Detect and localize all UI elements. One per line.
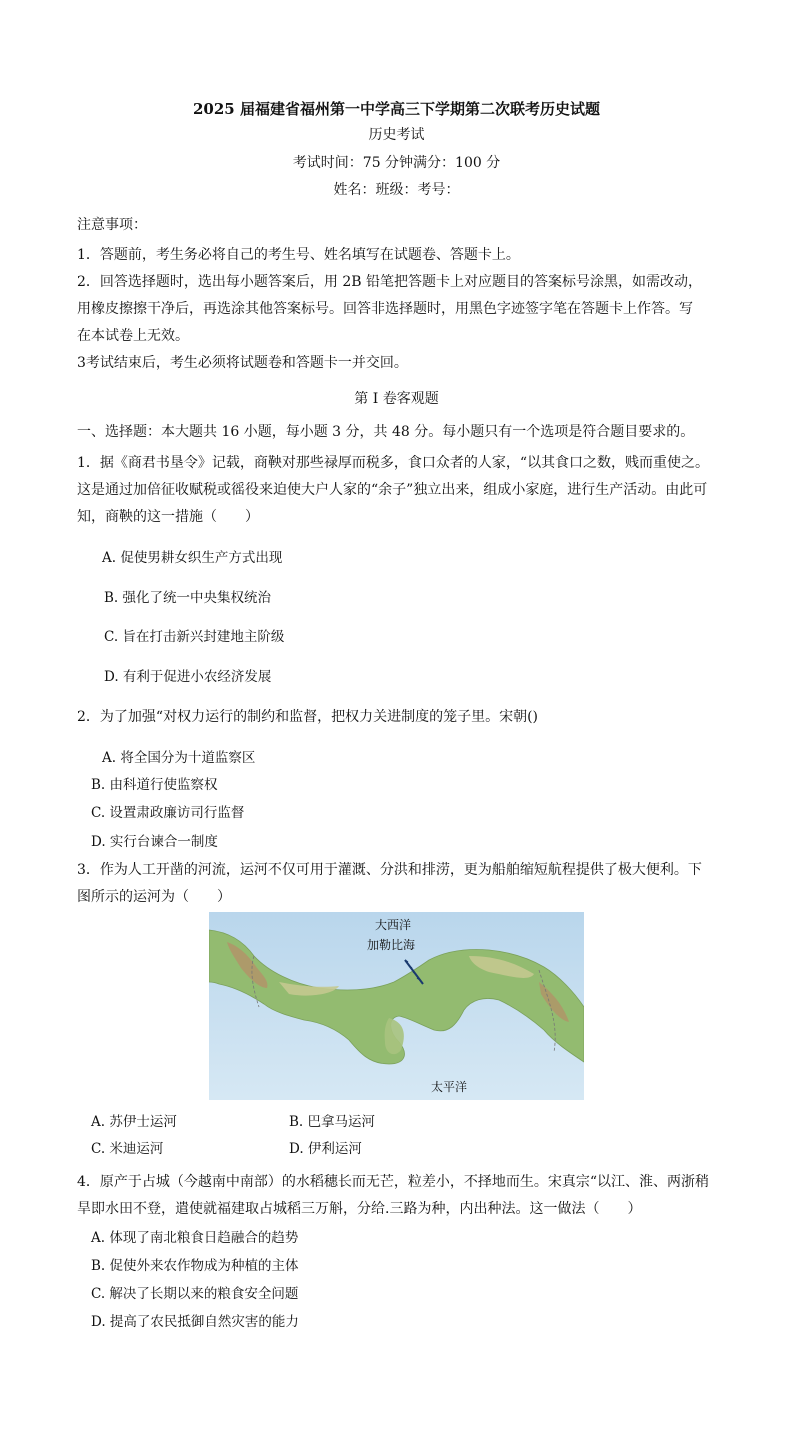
note-line: 在本试卷上无效。 — [77, 328, 189, 344]
question-3-line: 3．作为人工开凿的河流，运河不仅可用于灌溉、分洪和排涝，更为船舶缩短航程提供了极大便利。下 — [77, 862, 702, 878]
notes-heading: 注意事项： — [77, 217, 147, 233]
map-label-pacific: 太平洋 — [431, 1080, 468, 1094]
exam-title: 2025 届福建省福州第一中学高三下学期第二次联考历史试题 — [193, 100, 600, 118]
question-1-option-d[interactable]: D. 有利于促进小农经济发展 — [104, 669, 272, 685]
exam-time-info: 考试时间：75 分钟满分：100 分 — [292, 155, 501, 171]
question-2-line: 2．为了加强“对权力运行的制约和监督，把权力关进制度的笼子里。宋朝() — [77, 709, 538, 725]
section-title: 第 I 卷客观题 — [354, 391, 439, 407]
question-4-option-b[interactable]: B. 促使外来农作物成为种植的主体 — [91, 1258, 299, 1274]
question-1-line: 这是通过加倍征收赋税或徭役来迫使大户人家的“余子”独立出来，组成小家庭，进行生产活动。由此可 — [77, 482, 708, 498]
question-4-line: 4．原产于占城（今越南中南部）的水稻穗长而无芒，粒差小，不择地而生。宋真宗“以江、淮、两浙稍 — [77, 1174, 710, 1190]
question-3-line: 图所示的运河为（ ） — [77, 889, 231, 905]
question-1-option-c[interactable]: C. 旨在打击新兴封建地主阶级 — [104, 629, 285, 645]
question-2-option-b[interactable]: B. 由科道行使监察权 — [91, 777, 218, 793]
question-2-option-c[interactable]: C. 设置肃政廉访司行监督 — [91, 805, 245, 821]
note-line: 用橡皮擦擦干净后，再选涂其他答案标号。回答非选择题时，用黑色字迹签字笔在答题卡上作答。写 — [77, 301, 693, 317]
question-4-line: 旱即水田不登，遣使就福建取占城稻三万斛，分给.三路为种，内出种法。这一做法（ ） — [77, 1201, 642, 1217]
note-line: 2．回答选择题时，选出每小题答案后，用 2B 铅笔把答题卡上对应题目的答案标号涂黑，如需改动， — [77, 274, 703, 290]
section-instructions: 一、选择题：本大题共 16 小题，每小题 3 分，共 48 分。每小题只有一个选项是符合题目要求的。 — [77, 424, 695, 440]
question-4-option-d[interactable]: D. 提高了农民抵御自然灾害的能力 — [91, 1314, 299, 1330]
question-3-option-b[interactable]: B. 巴拿马运河 — [289, 1114, 376, 1130]
note-line: 1．答题前，考生务必将自己的考生号、姓名填写在试题卷、答题卡上。 — [77, 247, 520, 263]
question-2-option-a[interactable]: A. 将全国分为十道监察区 — [102, 750, 256, 766]
map-label-caribbean: 加勒比海 — [367, 938, 416, 952]
question-1-option-a[interactable]: A. 促使男耕女织生产方式出现 — [102, 550, 283, 566]
question-1-line: 知，商鞅的这一措施（ ） — [77, 509, 259, 525]
question-3-option-c[interactable]: C. 米迪运河 — [91, 1141, 164, 1157]
student-info: 姓名：班级：考号： — [333, 182, 460, 198]
question-4-option-c[interactable]: C. 解决了长期以来的粮食安全问题 — [91, 1286, 299, 1302]
exam-subtitle: 历史考试 — [368, 127, 425, 143]
question-3-option-d[interactable]: D. 伊利运河 — [289, 1141, 362, 1157]
question-1-option-b[interactable]: B. 强化了统一中央集权统治 — [104, 590, 272, 606]
question-4-option-a[interactable]: A. 体现了南北粮食日趋融合的趋势 — [91, 1230, 299, 1246]
panama-map — [209, 912, 584, 1100]
question-1-line: 1．据《商君书垦令》记载，商鞅对那些禄厚而税多，食口众者的人家，“以其食口之数，贱而重使之。 — [77, 455, 710, 471]
question-3-option-a[interactable]: A. 苏伊士运河 — [91, 1114, 177, 1130]
question-2-option-d[interactable]: D. 实行台谏合一制度 — [91, 834, 218, 850]
note-line: 3考试结束后，考生必须将试题卷和答题卡一并交回。 — [77, 355, 408, 371]
map-label-atlantic: 大西洋 — [375, 918, 412, 932]
